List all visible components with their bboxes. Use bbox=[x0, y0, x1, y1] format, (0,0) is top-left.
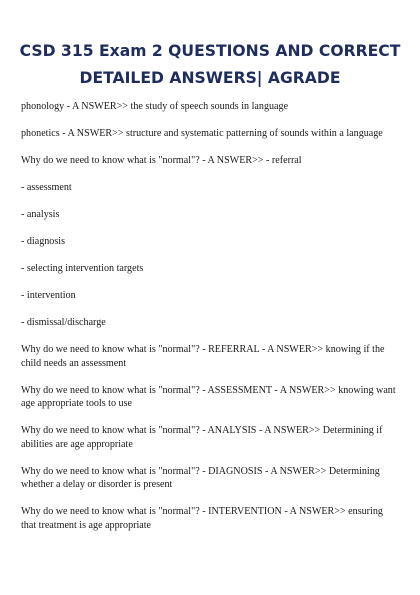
paragraph-phonetics: phonetics - A NSWER>> structure and systematic patterning of sounds within a language bbox=[21, 128, 383, 139]
list-item-diagnosis: - diagnosis bbox=[21, 236, 66, 247]
list-item-analysis: - analysis bbox=[21, 209, 60, 220]
paragraph-assessment: Why do we need to know what is "normal"? - ASSESSMENT - A NSWER>> knowing want age appropriate tools to use bbox=[21, 384, 396, 409]
paragraph-diagnosis: Why do we need to know what is "normal"? - DIAGNOSIS - A NSWER>> Determining whether a delay or disorder is present bbox=[21, 465, 380, 490]
list-item-intervention: - intervention bbox=[21, 290, 76, 301]
document-title bbox=[14, 38, 406, 92]
title-line-1: CSD 315 Exam 2 QUESTIONS AND CORRECT bbox=[19, 42, 401, 60]
list-item-dismissal: - dismissal/discharge bbox=[21, 317, 106, 328]
paragraph-analysis: Why do we need to know what is "normal"? - ANALYSIS - A NSWER>> Determining if abilities are age appropriate bbox=[21, 425, 383, 450]
title-line-2: DETAILED ANSWERS| AGRADE bbox=[79, 69, 341, 87]
list-item-assessment: - assessment bbox=[21, 182, 72, 193]
paragraph-referral: Why do we need to know what is "normal"? - REFERRAL - A NSWER>> knowing if the child needs an assessment bbox=[21, 344, 385, 369]
document-body bbox=[21, 100, 399, 546]
paragraph-phonology: phonology - A NSWER>> the study of speech sounds in language bbox=[21, 101, 289, 112]
paragraph-intervention: Why do we need to know what is "normal"? - INTERVENTION - A NSWER>> ensuring that treatment is age appropriate bbox=[21, 506, 383, 531]
list-item-selecting-targets: - selecting intervention targets bbox=[21, 263, 144, 274]
paragraph-normal-question: Why do we need to know what is "normal"? - A NSWER>> - referral bbox=[21, 155, 302, 166]
